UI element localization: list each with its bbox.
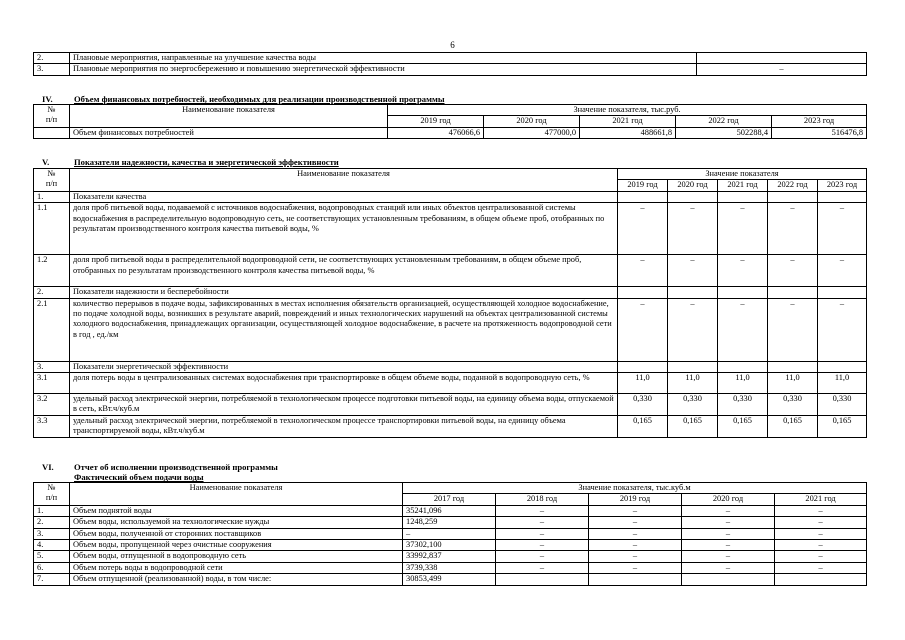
- row-number: 3.2: [34, 394, 70, 416]
- row-value: [718, 287, 768, 298]
- row-number: 4.: [34, 540, 70, 551]
- row-value: –: [589, 562, 682, 573]
- table-row: [34, 551, 867, 562]
- row-value: 477000,0: [484, 127, 580, 138]
- row-value: 37302,100: [403, 540, 496, 551]
- header-row: [34, 169, 867, 180]
- table-row: [34, 287, 867, 298]
- row-value: –: [403, 528, 496, 539]
- table-row: [34, 191, 867, 202]
- row-value: –: [775, 505, 867, 516]
- row-value: –: [668, 298, 718, 361]
- row-name: Объем финансовых потребностей: [70, 127, 388, 138]
- header-row: [34, 483, 867, 494]
- column-header-value: Значение показателя, тыс.руб.: [388, 105, 867, 116]
- table-row: [34, 298, 867, 361]
- row-value: –: [718, 255, 768, 287]
- row-number: 2.1: [34, 298, 70, 361]
- year-header: 2020 год: [484, 116, 580, 127]
- row-value: –: [496, 551, 589, 562]
- section-6-subtitle: Фактический объем подачи воды: [74, 472, 204, 482]
- column-header-name: Наименование показателя: [70, 483, 403, 506]
- row-value: –: [682, 540, 775, 551]
- page-number: 6: [450, 40, 455, 50]
- row-number: 3.1: [34, 373, 70, 394]
- row-value: 476066,6: [388, 127, 484, 138]
- row-value: [618, 287, 668, 298]
- row-value: –: [697, 64, 867, 75]
- row-value: 516476,8: [772, 127, 867, 138]
- column-header-name: Наименование показателя: [70, 105, 388, 128]
- row-value: [818, 287, 867, 298]
- column-header-value: Значение показателя: [618, 169, 867, 180]
- row-value: [668, 361, 718, 372]
- row-value: [768, 361, 818, 372]
- row-value: –: [768, 255, 818, 287]
- year-header: 2019 год: [589, 494, 682, 505]
- table-row: [34, 540, 867, 551]
- row-value: –: [775, 517, 867, 528]
- row-number: 3.3: [34, 415, 70, 437]
- row-name: Объем потерь воды в водопроводной сети: [70, 562, 403, 573]
- table-row: [34, 53, 867, 64]
- row-value: –: [818, 255, 867, 287]
- row-value: –: [496, 540, 589, 551]
- row-number: 1.: [34, 191, 70, 202]
- row-number: 3.: [34, 528, 70, 539]
- row-value: –: [775, 540, 867, 551]
- row-number: 5.: [34, 551, 70, 562]
- column-header-name: Наименование показателя: [70, 169, 618, 192]
- row-value: [818, 361, 867, 372]
- row-value: –: [618, 298, 668, 361]
- row-value: –: [775, 551, 867, 562]
- row-value: [718, 191, 768, 202]
- row-value: –: [682, 562, 775, 573]
- row-value: [618, 361, 668, 372]
- row-value: –: [589, 528, 682, 539]
- table-row: [34, 203, 867, 255]
- column-header-number: № п/п: [34, 169, 70, 192]
- table-row: [34, 361, 867, 372]
- row-value: [496, 574, 589, 585]
- row-value: –: [496, 562, 589, 573]
- year-header: 2021 год: [775, 494, 867, 505]
- year-header: 2019 год: [618, 180, 668, 191]
- row-name: удельный расход электрической энергии, потребляемой в технологическом процессе транспортировки питьевой воды, на единицу объема транспортируемой воды, кВт.ч/куб.м: [70, 415, 618, 437]
- row-name: Объем отпущенной (реализованной) воды, в том числе:: [70, 574, 403, 585]
- row-value: –: [589, 540, 682, 551]
- column-header-number: № п/п: [34, 105, 70, 128]
- row-value: 3739,338: [403, 562, 496, 573]
- year-header: 2020 год: [682, 494, 775, 505]
- row-value: 30853,499: [403, 574, 496, 585]
- row-number: 1.2: [34, 255, 70, 287]
- row-value: 502288,4: [676, 127, 772, 138]
- row-name: Объем воды, отпущенной в водопроводную сеть: [70, 551, 403, 562]
- row-value: 0,330: [668, 394, 718, 416]
- row-value: –: [768, 203, 818, 255]
- row-name: Плановые мероприятия, направленные на улучшение качества воды: [70, 53, 697, 64]
- row-number: 7.: [34, 574, 70, 585]
- row-value: 11,0: [668, 373, 718, 394]
- section-6-number: VI.: [42, 462, 54, 472]
- table-row: [34, 562, 867, 573]
- row-value: [618, 191, 668, 202]
- row-value: –: [618, 203, 668, 255]
- row-value: 35241,096: [403, 505, 496, 516]
- row-value: [718, 361, 768, 372]
- row-name: доля потерь воды в централизованных системах водоснабжения при транспортировке в общем объеме воды, поданной в водопроводную сеть, %: [70, 373, 618, 394]
- row-value: 0,330: [618, 394, 668, 416]
- row-value: –: [682, 551, 775, 562]
- row-value: 0,165: [618, 415, 668, 437]
- table-row: [34, 517, 867, 528]
- row-number: 1.: [34, 505, 70, 516]
- year-header: 2023 год: [772, 116, 867, 127]
- table-row: [34, 415, 867, 437]
- table-row: [34, 394, 867, 416]
- reliability-quality-table: [33, 168, 867, 438]
- row-name: Объем воды, пропущенной через очистные сооружения: [70, 540, 403, 551]
- row-number: 2.: [34, 287, 70, 298]
- column-header-number: № п/п: [34, 483, 70, 506]
- row-value: 0,330: [818, 394, 867, 416]
- row-value: –: [589, 517, 682, 528]
- row-value: 0,165: [768, 415, 818, 437]
- row-value: –: [589, 505, 682, 516]
- year-header: 2023 год: [818, 180, 867, 191]
- section-5-number: V.: [42, 157, 50, 167]
- row-value: 11,0: [718, 373, 768, 394]
- year-header: 2018 год: [496, 494, 589, 505]
- row-name: Показатели энергетической эффективности: [70, 361, 618, 372]
- row-value: 0,330: [768, 394, 818, 416]
- section-6-title: Отчет об исполнении производственной программы: [74, 462, 278, 472]
- row-number: 3.: [34, 361, 70, 372]
- row-number: 6.: [34, 562, 70, 573]
- row-value: –: [775, 562, 867, 573]
- row-value: 33992,837: [403, 551, 496, 562]
- row-name: удельный расход электрической энергии, потребляемой в технологическом процессе подготовки питьевой воды, на единицу объема воды, отпускаемой в сеть, кВт.ч/куб.м: [70, 394, 618, 416]
- planned-measures-table: [33, 52, 867, 76]
- table-row: [34, 574, 867, 585]
- row-number: 1.1: [34, 203, 70, 255]
- row-name: Плановые мероприятия по энергосбережению и повышению энергетической эффективности: [70, 64, 697, 75]
- row-value: –: [589, 551, 682, 562]
- row-number: [34, 127, 70, 138]
- row-value: [668, 191, 718, 202]
- year-header: 2022 год: [676, 116, 772, 127]
- row-name: Объем воды, полученной от сторонних поставщиков: [70, 528, 403, 539]
- row-value: –: [496, 517, 589, 528]
- row-name: Объем поднятой воды: [70, 505, 403, 516]
- financial-needs-table: [33, 104, 867, 139]
- header-row: [34, 105, 867, 116]
- row-value: –: [496, 528, 589, 539]
- row-value: 11,0: [618, 373, 668, 394]
- row-value: [775, 574, 867, 585]
- row-value: [589, 574, 682, 585]
- row-value: [768, 191, 818, 202]
- row-value: –: [682, 517, 775, 528]
- table-row: [34, 373, 867, 394]
- row-value: –: [775, 528, 867, 539]
- row-value: 11,0: [768, 373, 818, 394]
- year-header: 2021 год: [580, 116, 676, 127]
- row-value: –: [718, 203, 768, 255]
- row-value: –: [718, 298, 768, 361]
- row-value: [682, 574, 775, 585]
- row-value: –: [682, 505, 775, 516]
- row-value: –: [668, 255, 718, 287]
- row-value: –: [768, 298, 818, 361]
- row-value: 11,0: [818, 373, 867, 394]
- table-row: [34, 528, 867, 539]
- year-header: 2022 год: [768, 180, 818, 191]
- row-name: Объем воды, используемой на технологические нужды: [70, 517, 403, 528]
- row-value: –: [618, 255, 668, 287]
- table-row: [34, 255, 867, 287]
- row-value: 0,165: [818, 415, 867, 437]
- row-name: доля проб питьевой воды, подаваемой с источников водоснабжения, водопроводных станций или иных объектов централизованной системы водоснабжения в распределительную водопроводную сеть, не соответствующих установленным требованиям, в общем объеме проб, отобранных по результатам производственного контроля качества питьевой воды, %: [70, 203, 618, 255]
- year-header: 2017 год: [403, 494, 496, 505]
- row-value: –: [668, 203, 718, 255]
- row-number: 3.: [34, 64, 70, 75]
- row-value: [668, 287, 718, 298]
- row-value: 0,330: [718, 394, 768, 416]
- table-row: [34, 505, 867, 516]
- row-value: [697, 53, 867, 64]
- row-value: –: [818, 203, 867, 255]
- row-name: количество перерывов в подаче воды, зафиксированных в местах исполнения обязательств организацией, осуществляющей холодное водоснабжение, по подаче холодной воды, возникших в результате аварий, повреждений и иных технологических нарушений на объектах централизованной системы холодного водоснабжения, принадлежащих организации, осуществляющей холодное водоснабжение, в расчете на протяженность водопроводной сети в год , ед./км: [70, 298, 618, 361]
- row-value: [768, 287, 818, 298]
- row-name: Показатели качества: [70, 191, 618, 202]
- year-header: 2021 год: [718, 180, 768, 191]
- row-name: доля проб питьевой воды в распределительной водопроводной сети, не соответствующих установленным требованиям, в общем объеме проб, отобранных по результатам производственного контроля качества питьевой воды, %: [70, 255, 618, 287]
- row-value: 0,165: [668, 415, 718, 437]
- row-value: –: [682, 528, 775, 539]
- section-4-title: Объем финансовых потребностей, необходимых для реализации производственной программы: [74, 94, 445, 104]
- row-value: –: [818, 298, 867, 361]
- section-4-number: IV.: [42, 94, 53, 104]
- production-report-table: [33, 482, 867, 586]
- row-value: [818, 191, 867, 202]
- table-row: [34, 64, 867, 75]
- row-name: Показатели надежности и бесперебойности: [70, 287, 618, 298]
- row-value: 488661,8: [580, 127, 676, 138]
- row-value: 1248,259: [403, 517, 496, 528]
- row-number: 2.: [34, 53, 70, 64]
- section-5-title: Показатели надежности, качества и энергетической эффективности: [74, 157, 339, 167]
- row-number: 2.: [34, 517, 70, 528]
- column-header-value: Значение показателя, тыс.куб.м: [403, 483, 867, 494]
- table-row: [34, 127, 867, 138]
- row-value: –: [496, 505, 589, 516]
- row-value: 0,165: [718, 415, 768, 437]
- year-header: 2020 год: [668, 180, 718, 191]
- year-header: 2019 год: [388, 116, 484, 127]
